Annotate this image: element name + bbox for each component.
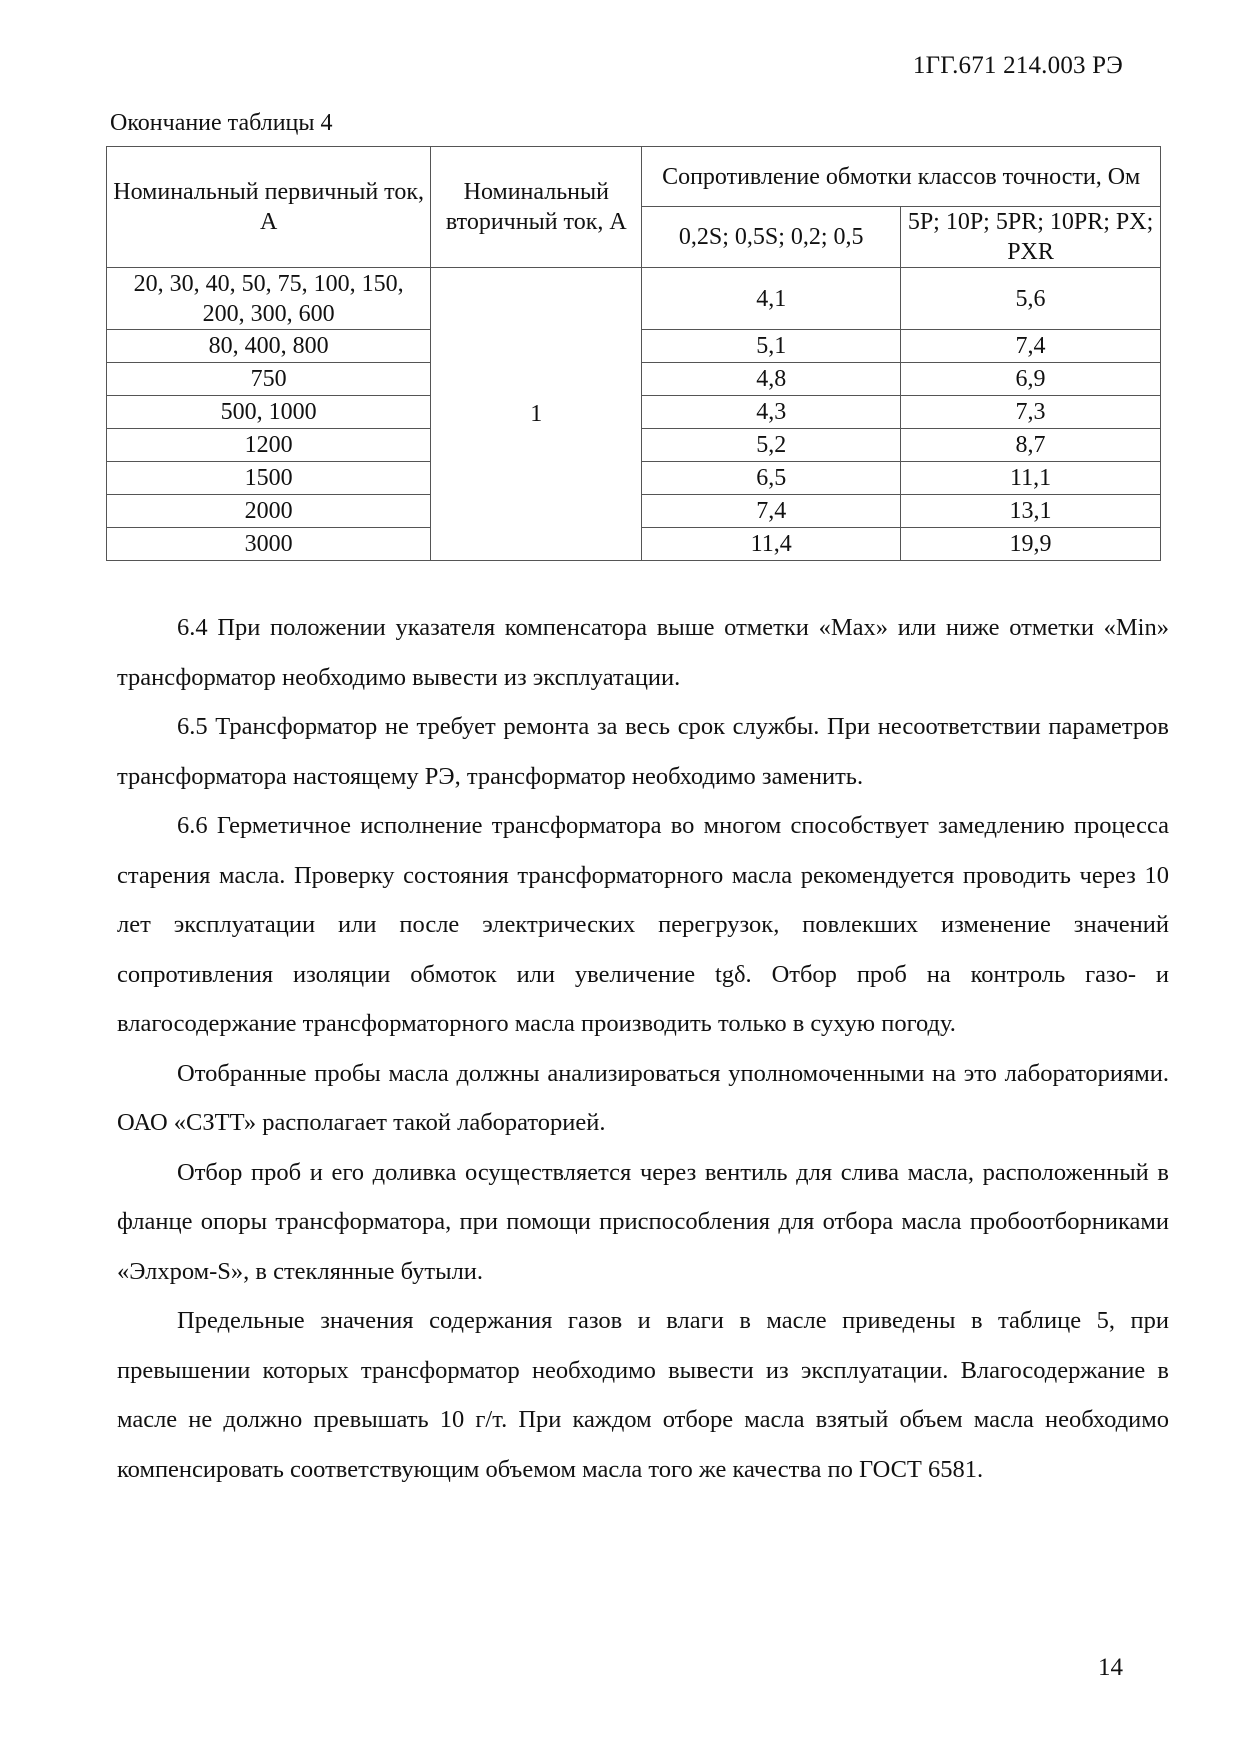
resistance-class-1-cell: 6,5 bbox=[642, 462, 901, 495]
document-code: 1ГГ.671 214.003 РЭ bbox=[912, 52, 1123, 79]
resistance-class-2-cell: 5,6 bbox=[901, 268, 1161, 330]
header-winding-resistance: Сопротивление обмотки классов точности, Ом bbox=[642, 147, 1161, 207]
resistance-table bbox=[106, 146, 1161, 561]
paragraph-laboratories: Отобранные пробы масла должны анализироваться уполномоченными на это лабораториями. ОАО «СЗТТ» располагает такой лабораторией. bbox=[117, 1059, 1169, 1136]
page-number: 14 bbox=[1098, 1654, 1123, 1681]
body-text bbox=[117, 603, 1169, 1494]
header-class-group-1: 0,2S; 0,5S; 0,2; 0,5 bbox=[642, 207, 901, 268]
paragraph-6-4: 6.4 При положении указателя компенсатора выше отметки «Max» или ниже отметки «Min» трансформатор необходимо вывести из эксплуатации. bbox=[117, 614, 1169, 691]
resistance-class-1-cell: 5,2 bbox=[642, 429, 901, 462]
header-primary-current: Номинальный первичный ток, А bbox=[107, 147, 431, 268]
resistance-class-2-cell: 7,4 bbox=[901, 330, 1161, 363]
resistance-class-2-cell: 11,1 bbox=[901, 462, 1161, 495]
primary-current-cell: 20, 30, 40, 50, 75, 100, 150, 200, 300, 600 bbox=[107, 268, 431, 330]
primary-current-cell: 2000 bbox=[107, 495, 431, 528]
primary-current-cell: 80, 400, 800 bbox=[107, 330, 431, 363]
resistance-class-1-cell: 5,1 bbox=[642, 330, 901, 363]
resistance-class-2-cell: 8,7 bbox=[901, 429, 1161, 462]
table-row bbox=[107, 268, 1161, 330]
resistance-class-1-cell: 4,3 bbox=[642, 396, 901, 429]
paragraph-limits: Предельные значения содержания газов и влаги в масле приведены в таблице 5, при превышении которых трансформатор необходимо вывести из эксплуатации. Влагосодержание в масле не должно превышать 10 г/т. При каждом отборе масла взятый объем масла необходимо компенсировать соответствующим объемом масла того же качества по ГОСТ 6581. bbox=[117, 1307, 1169, 1483]
primary-current-cell: 1200 bbox=[107, 429, 431, 462]
paragraph-sampling: Отбор проб и его доливка осуществляется через вентиль для слива масла, расположенный в фланце опоры трансформатора, при помощи приспособления для отбора масла пробоотборниками «Элхром-S», в стеклянные бутыли. bbox=[117, 1158, 1169, 1285]
resistance-class-2-cell: 7,3 bbox=[901, 396, 1161, 429]
header-class-group-2: 5P; 10P; 5PR; 10PR; PX; PXR bbox=[901, 207, 1161, 268]
secondary-current-cell: 1 bbox=[431, 268, 642, 561]
resistance-class-1-cell: 7,4 bbox=[642, 495, 901, 528]
paragraph-6-5: 6.5 Трансформатор не требует ремонта за весь срок службы. При несоответствии параметров трансформатора настоящему РЭ, трансформатор необходимо заменить. bbox=[117, 713, 1169, 790]
primary-current-cell: 1500 bbox=[107, 462, 431, 495]
resistance-class-1-cell: 4,8 bbox=[642, 363, 901, 396]
resistance-class-2-cell: 6,9 bbox=[901, 363, 1161, 396]
header-secondary-current: Номинальный вторичный ток, А bbox=[431, 147, 642, 268]
primary-current-cell: 3000 bbox=[107, 528, 431, 561]
resistance-class-2-cell: 19,9 bbox=[901, 528, 1161, 561]
table-caption: Окончание таблицы 4 bbox=[110, 110, 333, 136]
primary-current-cell: 500, 1000 bbox=[107, 396, 431, 429]
paragraph-6-6: 6.6 Герметичное исполнение трансформатора во многом способствует замедлению процесса старения масла. Проверку состояния трансформаторного масла рекомендуется проводить через 10 лет эксплуатации или после электрических перегрузок, повлекших изменение значений сопротивления изоляции обмоток или увеличение tgδ. Отбор проб на контроль газо- и влагосодержание трансформаторного масла производить только в сухую погоду. bbox=[117, 812, 1169, 1037]
resistance-class-2-cell: 13,1 bbox=[901, 495, 1161, 528]
primary-current-cell: 750 bbox=[107, 363, 431, 396]
resistance-class-1-cell: 11,4 bbox=[642, 528, 901, 561]
resistance-class-1-cell: 4,1 bbox=[642, 268, 901, 330]
